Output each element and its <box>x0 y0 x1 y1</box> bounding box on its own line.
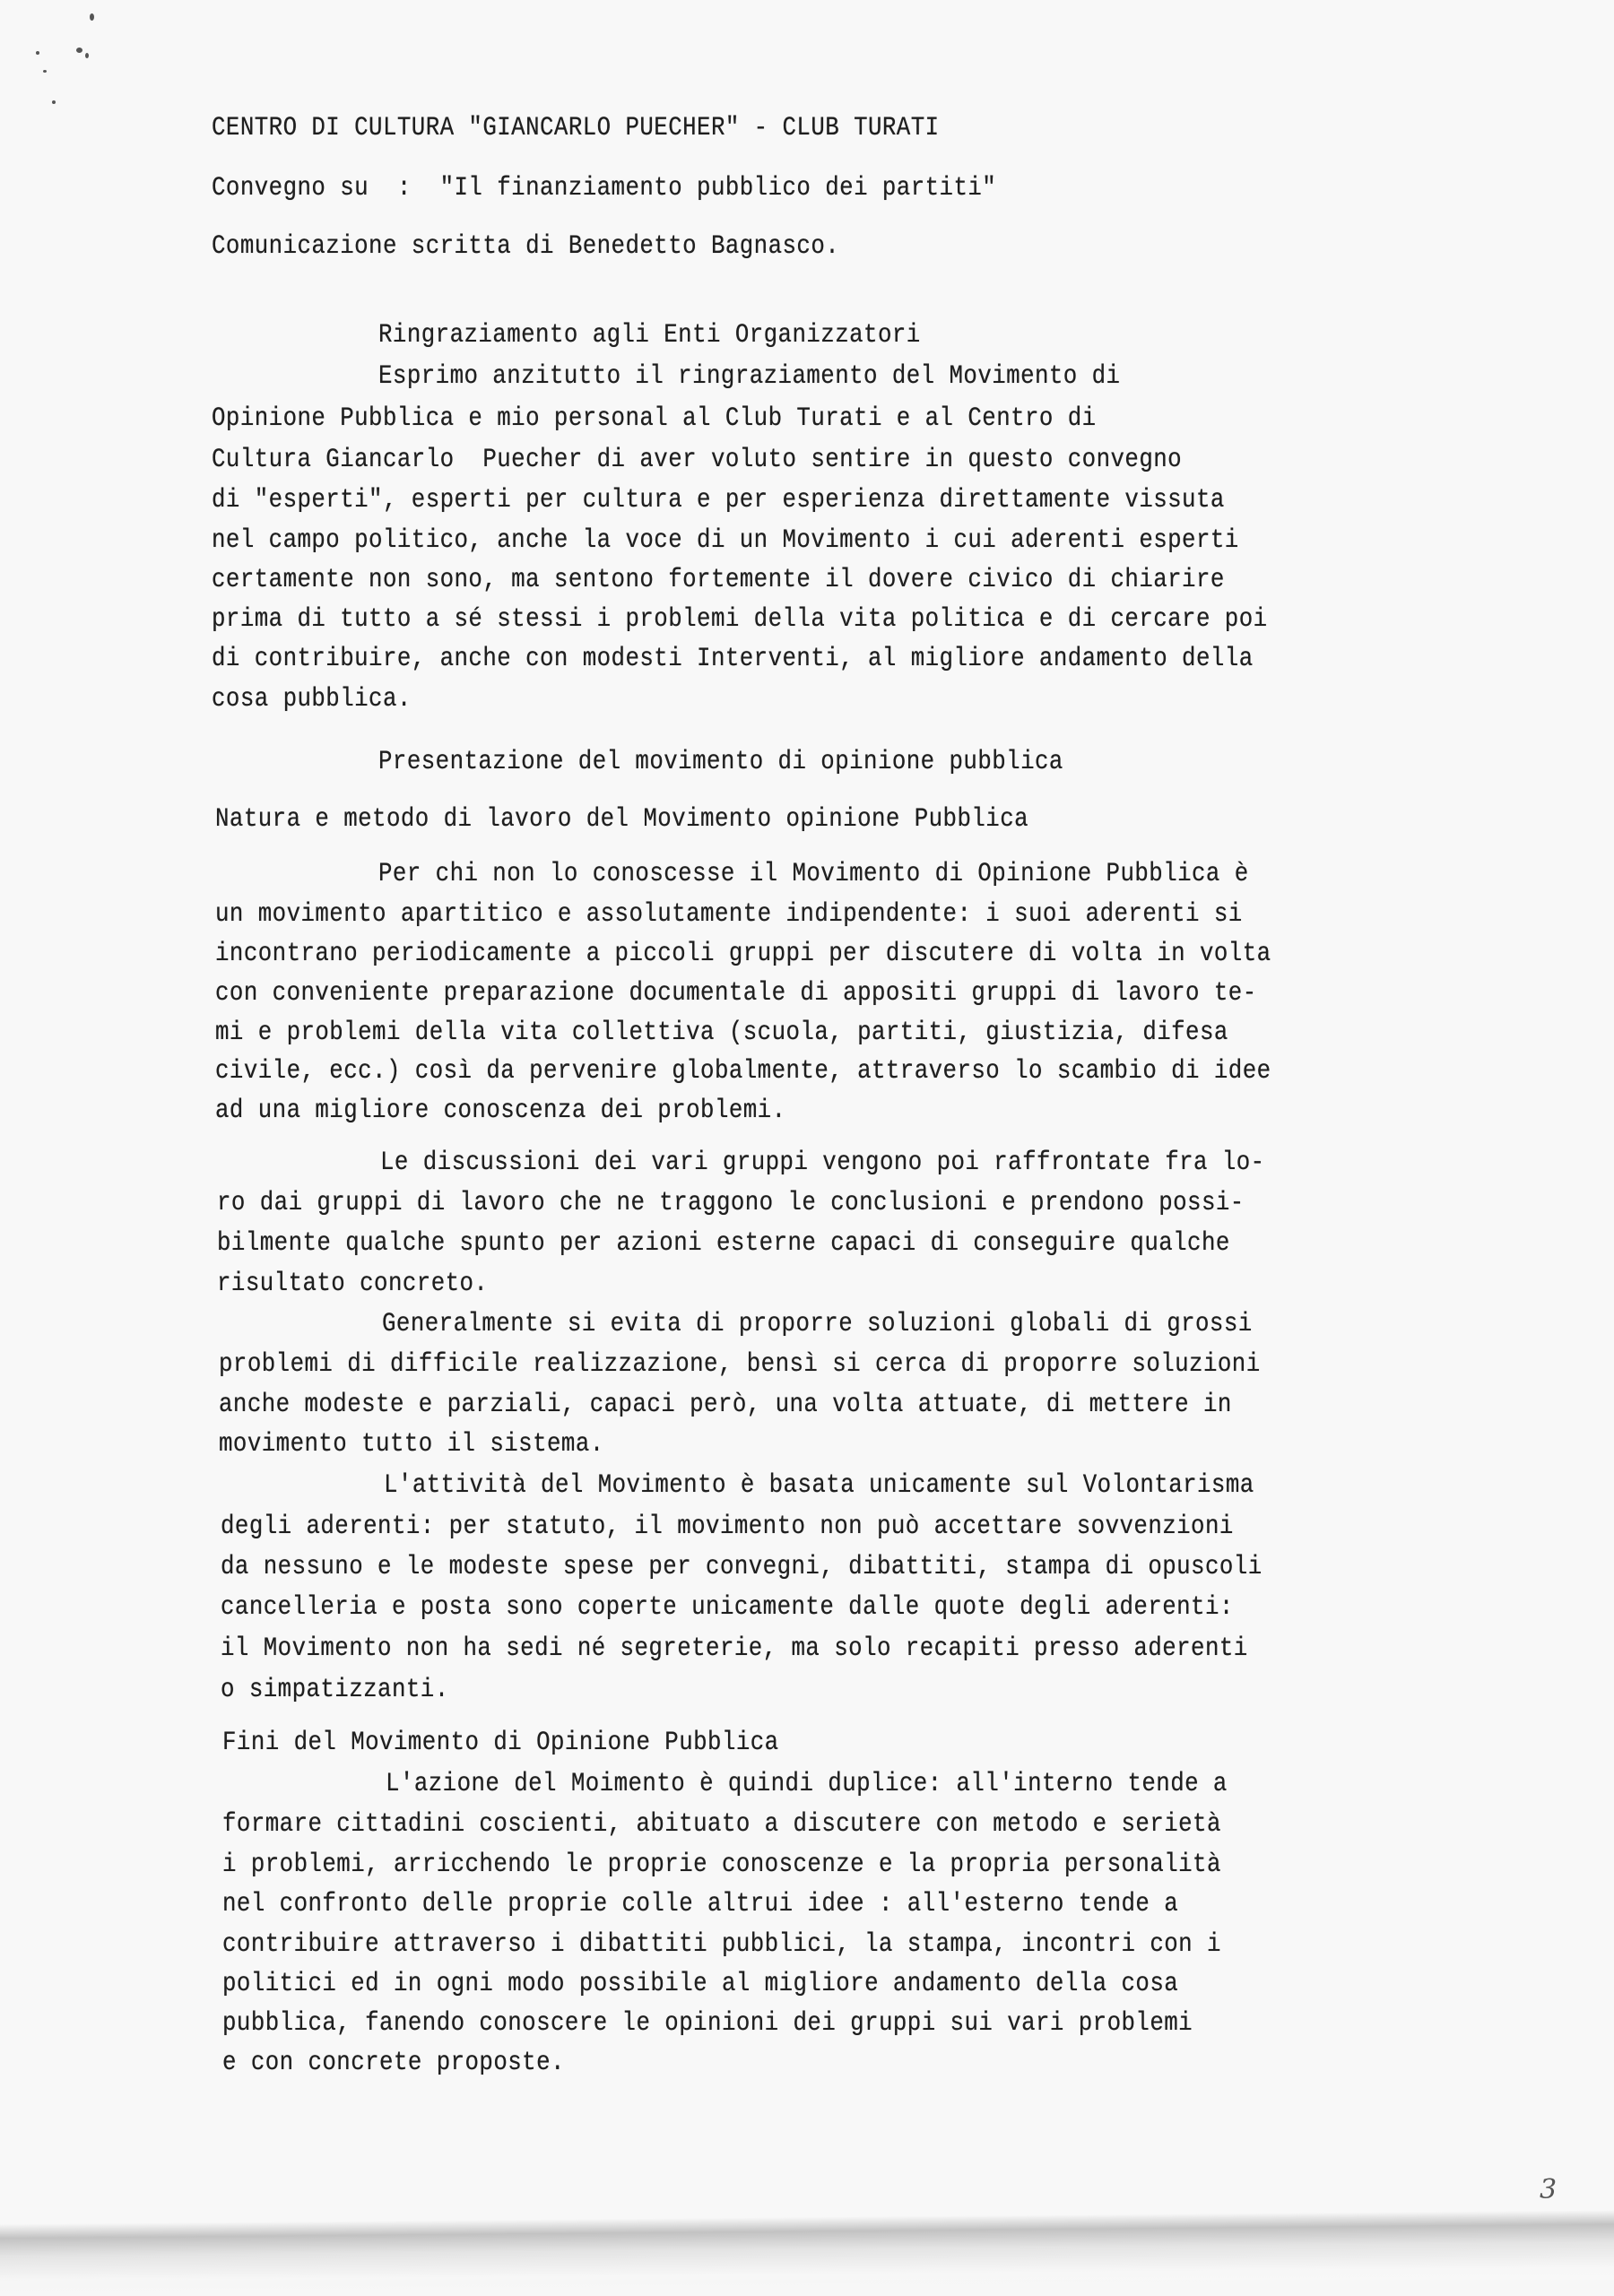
text-line: problemi di difficile realizzazione, bensì si cerca di proporre soluzioni <box>219 1349 1261 1380</box>
section-subheading-natura: Natura e metodo di lavoro del Movimento opinione Pubblica <box>215 804 1029 835</box>
text-line: ad una migliore conoscenza dei problemi. <box>215 1096 786 1126</box>
text-line: movimento tutto il sistema. <box>219 1429 604 1460</box>
header-convegno: Convegno su : "Il finanziamento pubblico dei partiti" <box>212 173 997 204</box>
text-line: o simpatizzanti. <box>221 1675 449 1705</box>
section-heading-ringraziamento: Ringraziamento agli Enti Organizzatori <box>378 320 921 351</box>
scan-marks <box>27 4 108 112</box>
text-line: incontrano periodicamente a piccoli gruppi per discutere di volta in volta <box>215 939 1271 969</box>
text-line: Cultura Giancarlo Puecher di aver voluto sentire in questo convegno <box>212 445 1183 475</box>
text-line: Esprimo anzitutto il ringraziamento del Movimento di <box>378 361 1121 392</box>
scan-edge-shadow <box>0 2210 1614 2296</box>
text-line: anche modeste e parziali, capaci però, una volta attuate, di mettere in <box>219 1390 1232 1420</box>
text-line: formare cittadini coscienti, abituato a discutere con metodo e serietà <box>222 1809 1221 1840</box>
text-line: nel campo politico, anche la voce di un Movimento i cui aderenti esperti <box>212 525 1239 556</box>
text-line: certamente non sono, ma sentono fortemente il dovere civico di chiarire <box>212 565 1225 595</box>
text-line: prima di tutto a sé stessi i problemi della vita politica e di cercare poi <box>212 604 1268 635</box>
text-line: da nessuno e le modeste spese per convegni, dibattiti, stampa di opuscoli <box>221 1552 1263 1582</box>
text-line: contribuire attraverso i dibattiti pubblici, la stampa, incontri con i <box>222 1929 1221 1960</box>
text-line: politici ed in ogni modo possibile al migliore andamento della cosa <box>222 1969 1179 1999</box>
text-line: L'attività del Movimento è basata unicamente sul Volontarisma <box>384 1470 1254 1501</box>
text-line: Generalmente si evita di proporre soluzioni globali di grossi <box>382 1309 1253 1339</box>
text-line: Per chi non lo conoscesse il Movimento di Opinione Pubblica è <box>378 859 1249 889</box>
header-author: Comunicazione scritta di Benedetto Bagnasco. <box>212 231 840 262</box>
text-line: risultato concreto. <box>217 1269 489 1299</box>
text-line: di "esperti", esperti per cultura e per esperienza direttamente vissuta <box>212 485 1225 516</box>
text-line: un movimento apartitico e assolutamente indipendente: i suoi aderenti si <box>215 899 1243 930</box>
text-line: cosa pubblica. <box>212 684 412 715</box>
page-number: 3 <box>1540 2174 1558 2205</box>
text-line: di contribuire, anche con modesti Interventi, al migliore andamento della <box>212 644 1254 674</box>
text-line: degli aderenti: per statuto, il movimento non può accettare sovvenzioni <box>221 1512 1234 1542</box>
text-line: Le discussioni dei vari gruppi vengono poi raffrontate fra lo- <box>380 1148 1265 1178</box>
section-heading-fini: Fini del Movimento di Opinione Pubblica <box>222 1728 779 1758</box>
text-line: civile, ecc.) così da pervenire globalmente, attraverso lo scambio di idee <box>215 1056 1271 1087</box>
text-line: L'azione del Moimento è quindi duplice: all'interno tende a <box>386 1769 1228 1799</box>
text-line: nel confronto delle proprie colle altrui idee : all'esterno tende a <box>222 1889 1179 1919</box>
text-line: e con concrete proposte. <box>222 2048 565 2078</box>
text-line: Opinione Pubblica e mio personal al Club Turati e al Centro di <box>212 403 1097 434</box>
text-line: i problemi, arricchendo le proprie conoscenze e la propria personalità <box>222 1850 1221 1880</box>
text-line: ro dai gruppi di lavoro che ne traggono le conclusioni e prendono possi- <box>217 1188 1245 1218</box>
text-line: il Movimento non ha sedi né segreterie, ma solo recapiti presso aderenti <box>221 1633 1248 1664</box>
text-line: mi e problemi della vita collettiva (scuola, partiti, giustizia, difesa <box>215 1018 1228 1048</box>
text-line: cancelleria e posta sono coperte unicamente dalle quote degli aderenti: <box>221 1592 1234 1623</box>
text-line: bilmente qualche spunto per azioni esterne capaci di conseguire qualche <box>217 1228 1230 1259</box>
section-heading-presentazione: Presentazione del movimento di opinione pubblica <box>378 747 1063 777</box>
text-line: pubblica, fanendo conoscere le opinioni dei gruppi sui vari problemi <box>222 2008 1193 2039</box>
header-organization: CENTRO DI CULTURA "GIANCARLO PUECHER" - CLUB TURATI <box>212 113 940 143</box>
text-line: con conveniente preparazione documentale di appositi gruppi di lavoro te- <box>215 978 1257 1009</box>
